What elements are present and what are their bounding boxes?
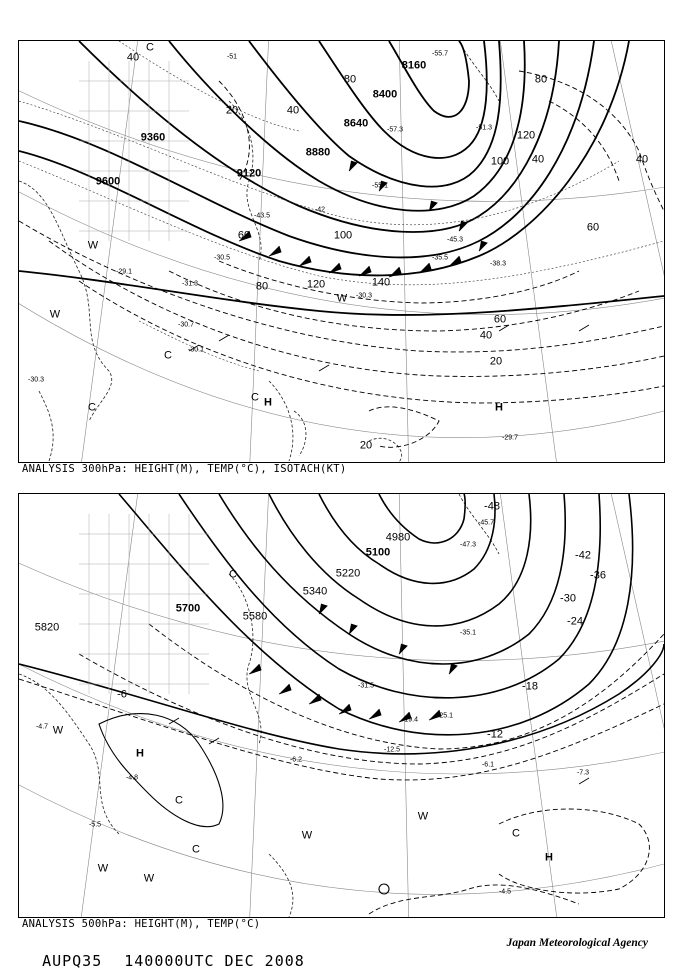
temp-label-top-6: -43.5 [254,212,270,220]
temp-label-top-5: -42 [314,206,326,214]
valid-time: 140000UTC DEC 2008 [124,952,305,970]
height-label-5580: 5580 [242,610,268,623]
temp-label-top-9: -35.5 [432,254,448,262]
wind-barbs-300 [189,161,589,371]
station-label-13: -5.5 [88,821,102,829]
temp-label-top-3: -57.3 [387,126,403,134]
system-C-500-1: C [229,568,237,581]
temp-label-m12: -12 [487,728,503,741]
system-W-500-1: W [52,724,64,737]
agency-name: Japan Meteorological Agency [506,937,648,949]
map-500hpa-svg [19,494,664,917]
isotach-label-20b: 20 [489,355,503,368]
temp-label-top-10: -31.3 [182,280,198,288]
isotach-contours-300 [19,71,664,447]
temp-label-top-16: -38.3 [490,260,506,268]
temp-label-top-7: -30.5 [214,254,230,262]
station-label-9: -47.3 [460,541,476,549]
isotach-label-40: 40 [286,104,300,117]
temp-label-m24: -24 [567,615,583,628]
system-C-1: C [146,41,154,54]
isotach-label-40d: 40 [635,153,649,166]
system-C-2: C [164,349,172,362]
wind-barbs-500 [169,604,589,784]
station-label-11: -6.1 [481,761,495,769]
station-label-12: -4.5 [498,888,512,896]
closed-low-outline [99,714,389,894]
hatch-region-300 [79,61,189,241]
station-label-8: -45.7 [478,519,494,527]
temp-label-top-11: -30.7 [178,321,194,329]
isotach-label-80c: 80 [534,73,548,86]
system-W-500-5: W [417,810,429,823]
temp-label-top-18: -51.3 [476,124,492,132]
temp-label-top-1: -55.7 [432,50,448,58]
temp-label-m48: -48 [484,500,500,513]
isotach-label-100: 100 [333,229,353,242]
system-H-2: H [495,401,503,414]
isotach-label-40e: 40 [126,51,140,64]
isotach-label-40c: 40 [531,153,545,166]
isotach-label-80: 80 [255,280,269,293]
temp-label-top-2: -51 [226,53,238,61]
station-label-6: -31.5 [358,682,374,690]
system-C-3: C [88,401,96,414]
graticule-500 [19,494,664,917]
height-label-8160: 8160 [401,59,427,72]
height-label-5700: 5700 [175,602,201,615]
temp-label-m6: -6 [117,688,127,701]
isotach-label-20c: 20 [359,439,373,452]
isotach-label-80b: 80 [343,73,357,86]
temp-label-top-13: -29.1 [116,268,132,276]
system-W-1: W [87,239,99,252]
system-W-2: W [49,308,61,321]
station-label-3: -12.5 [384,746,400,754]
chart-500hpa [18,493,665,918]
station-label-7: -35.1 [460,629,476,637]
temp-label-top-4: -55.1 [372,182,388,190]
system-C-4: C [251,391,259,404]
system-C-500-4: C [512,827,520,840]
height-label-9600: 9600 [95,175,121,188]
system-C-500-3: C [192,843,200,856]
height-label-8880: 8880 [305,146,331,159]
station-label-4: -19.4 [402,716,418,724]
system-W-500-3: W [143,872,155,885]
height-label-5100: 5100 [365,546,391,559]
height-label-5820: 5820 [34,621,60,634]
station-label-10: -7.3 [576,769,590,777]
system-H-1: H [264,396,272,409]
height-label-4980: 4980 [385,531,411,544]
temp-label-m18: -18 [522,680,538,693]
height-label-8400: 8400 [372,88,398,101]
system-H-500-2: H [545,851,553,864]
isotach-label-60: 60 [237,229,251,242]
height-label-8640: 8640 [343,117,369,130]
height-label-9360: 9360 [140,131,166,144]
station-label-5: -25.1 [437,712,453,720]
temp-label-m30: -30 [560,592,576,605]
temp-label-top-14: -30.3 [28,376,44,384]
isotach-label-100b: 100 [490,155,510,168]
caption-300hpa: ANALYSIS 300hPa: HEIGHT(M), TEMP(°C), ISOTACH(KT) [22,463,347,475]
system-C-500-2: C [175,794,183,807]
system-H-500-1: H [136,747,144,760]
isotach-label-40b: 40 [479,329,493,342]
caption-500hpa: ANALYSIS 500hPa: HEIGHT(M), TEMP(°C) [22,918,261,930]
station-label-2: -6.2 [289,756,303,764]
station-label-14: -4.8 [125,774,139,782]
temp-label-top-12: -30.1 [188,346,204,354]
temp-label-top-15: -29.7 [502,434,518,442]
temp-label-top-8: -30.3 [356,292,372,300]
system-W-3: W [336,292,348,305]
map-300hpa-svg [19,41,664,462]
station-label-1: -4.7 [35,723,49,731]
isotach-label-120: 120 [306,278,326,291]
temp-label-m42: -42 [575,549,591,562]
isotach-label-60c: 60 [586,221,600,234]
product-code: AUPQ35 [42,952,103,970]
system-W-500-4: W [301,829,313,842]
isotach-label-60b: 60 [493,313,507,326]
isotach-label-20: 20 [225,104,239,117]
temp-label-top-17: -45.3 [447,236,463,244]
isotach-label-140: 140 [371,276,391,289]
height-label-5220: 5220 [335,567,361,580]
chart-300hpa [18,40,665,463]
isotach-label-120b: 120 [516,129,536,142]
height-label-5340: 5340 [302,585,328,598]
product-header [22,934,327,970]
height-label-9120: 9120 [236,167,262,180]
temp-label-m36: -36 [590,569,606,582]
system-W-500-2: W [97,862,109,875]
